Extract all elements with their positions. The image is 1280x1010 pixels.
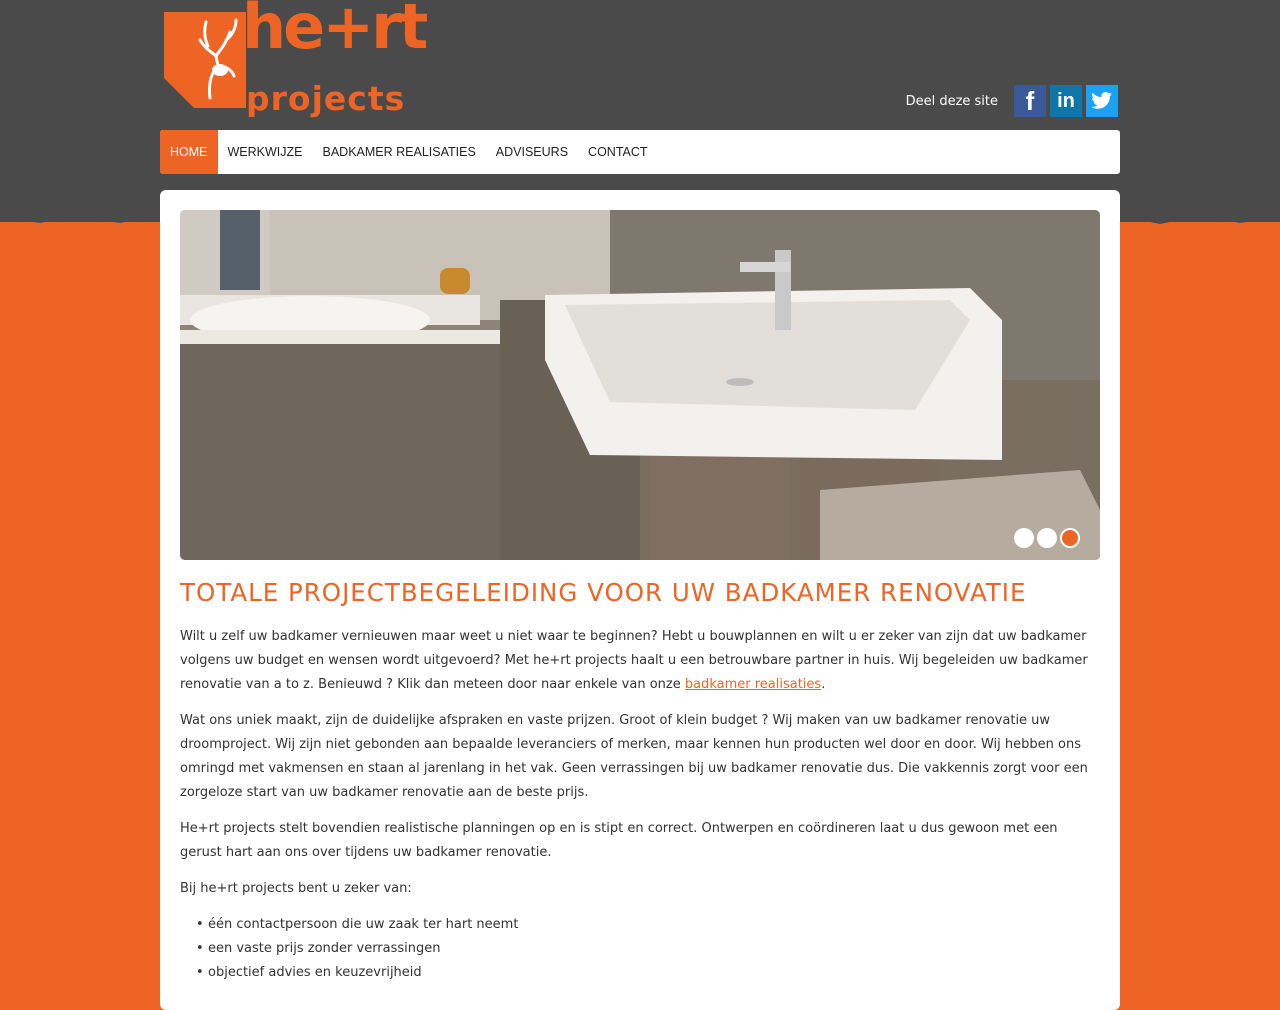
site-logo[interactable] bbox=[160, 0, 426, 120]
page-container bbox=[160, 0, 1120, 980]
list-item: • één contactpersoon die uw zaak ter hart neemt bbox=[208, 913, 1100, 937]
share-bar bbox=[906, 85, 1118, 117]
nav-badkamer-realisaties[interactable]: BADKAMER REALISATIES bbox=[322, 145, 476, 159]
nav-contact[interactable]: CONTACT bbox=[588, 145, 648, 159]
slider-dot-3[interactable] bbox=[1060, 528, 1080, 548]
list-item: • objectief advies en keuzevrijheid bbox=[208, 961, 1100, 985]
deer-badge-icon bbox=[160, 10, 250, 110]
slider-dots bbox=[1011, 528, 1080, 548]
slider-dot-1[interactable] bbox=[1014, 528, 1034, 548]
intro-paragraph: Wilt u zelf uw badkamer vernieuwen maar weet u niet waar te beginnen? Hebt u bouwplannen en wilt u er zeker van zijn dat uw badkamer volgens uw budget en wensen wordt uitgevoerd? Met he+rt projects haalt u een betrouwbare partner in huis. Wij begeleiden uw badkamer renovatie van a to z. Benieuwd ? Klik dan meteen door naar enkele van onze badkamer realisaties. bbox=[180, 629, 1088, 692]
share-label: Deel deze site bbox=[905, 93, 998, 109]
logo-subtitle: projects bbox=[246, 79, 406, 118]
nav-adviseurs[interactable]: ADVISEURS bbox=[495, 145, 569, 159]
badkamer-realisaties-link[interactable]: badkamer realisaties bbox=[684, 677, 822, 692]
list-item: • een vaste prijs zonder verrassingen bbox=[208, 937, 1100, 961]
paragraph-3: He+rt projects stelt bovendien realistische planningen op en is stipt en correct. Ontwerpen en coördineren laat u dus gewoon met een gerust hart aan ons over tijdens uw badkamer renovatie. bbox=[180, 821, 1058, 860]
page-title: TOTALE PROJECTBEGELEIDING VOOR UW BADKAMER RENOVATIE bbox=[180, 578, 1027, 607]
hero-slider bbox=[180, 210, 1100, 560]
slider-dot-2[interactable] bbox=[1037, 528, 1057, 548]
logo-wordmark: he+rt bbox=[242, 0, 426, 63]
benefits-list bbox=[180, 913, 1100, 985]
main-content bbox=[180, 578, 1100, 985]
paragraph-4: Bij he+rt projects bent u zeker van: bbox=[180, 881, 412, 896]
facebook-icon[interactable]: f bbox=[1014, 85, 1046, 117]
nav-werkwijze[interactable]: WERKWIJZE bbox=[227, 145, 303, 159]
nav-home[interactable]: HOME bbox=[160, 130, 218, 174]
hero-bathroom-image bbox=[180, 210, 1100, 560]
linkedin-icon[interactable]: in bbox=[1050, 85, 1082, 117]
paragraph-2: Wat ons uniek maakt, zijn de duidelijke afspraken en vaste prijzen. Groot of klein budget ? Wij maken van uw badkamer renovatie uw droomproject. Wij zijn niet gebonden aan bepaalde leveranciers of merken, maar kennen hun producten wel door en door. Wij hebben ons omringd met vakmensen en staan al jarenlang in het vak. Geen verrassingen bij uw badkamer renovatie dus. Die vakkennis zorgt voor een zorgeloze start van uw badkamer renovatie aan de beste prijs. bbox=[180, 713, 1088, 800]
main-nav bbox=[160, 130, 1120, 174]
twitter-icon[interactable] bbox=[1086, 85, 1118, 117]
